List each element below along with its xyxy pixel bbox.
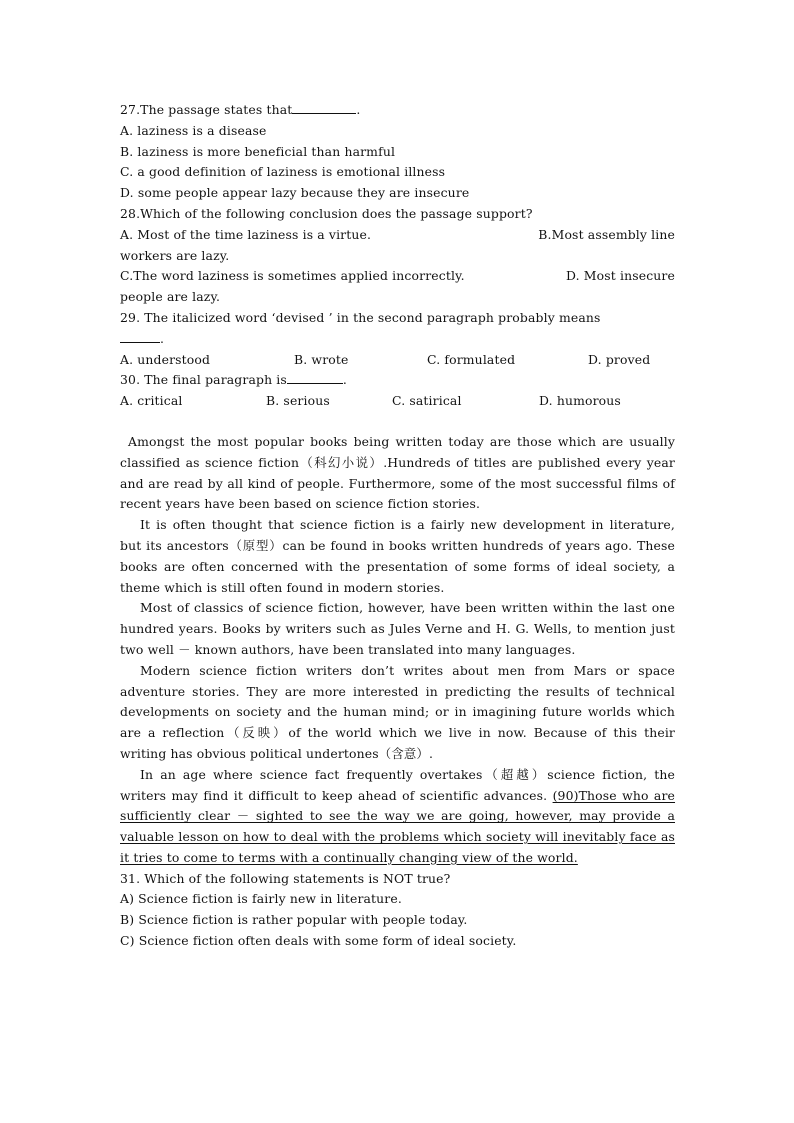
question-29-stem: [120, 308, 675, 329]
question-29-option-c: C. formulated: [427, 351, 516, 367]
question-27-stem-text: 27.The passage states that: [120, 102, 293, 117]
answer-blank: [287, 371, 343, 384]
question-31-option-a: A) Science fiction is fairly new in literature.: [120, 891, 402, 907]
question-31: [120, 869, 675, 952]
question-31-stem: 31. Which of the following statements is NOT true?: [120, 870, 451, 886]
question-30-stem: [120, 370, 675, 391]
question-29-options: [120, 350, 675, 371]
reading-passage: [120, 432, 675, 869]
question-28-stem: 28.Which of the following conclusion does the passage support?: [120, 205, 533, 221]
question-28-option-c: C.The word laziness is sometimes applied incorrectly.: [120, 268, 465, 284]
question-30-stem-text: 30. The final paragraph is: [120, 372, 287, 388]
passage-paragraph-2: It is often thought that science fiction is a fairly new development in literature, but its ancestors（原型）can be found in books written hundreds of years ago. These books are often concerned with the presentation of some forms of ideal society, a theme which is still often found in modern stories.: [120, 517, 675, 595]
question-29-option-b: B. wrote: [294, 351, 349, 367]
question-30-option-d: D. humorous: [539, 393, 621, 409]
passage-paragraph-5-text: In an age where science fact frequently overtakes（超越）science fiction, the writers may find it difficult to keep ahead of scientific advances.: [120, 766, 675, 803]
question-30-options: [120, 391, 675, 412]
question-30: [120, 370, 675, 412]
question-27-stem-end: .: [356, 102, 361, 117]
question-29-option-d: D. proved: [588, 351, 651, 367]
question-28-row-1: [120, 225, 675, 246]
answer-blank: [292, 101, 356, 114]
question-31-option-b: B) Science fiction is rather popular with people today.: [120, 912, 468, 928]
exam-page: [120, 100, 675, 952]
question-30-option-a: A. critical: [120, 393, 183, 409]
section-spacer: [120, 412, 675, 432]
question-28-row-2: [120, 266, 675, 287]
question-27-option-a: A. laziness is a disease: [120, 122, 267, 138]
passage-paragraph-5: [120, 765, 675, 869]
question-27-stem: [120, 100, 675, 121]
question-27-option-b: B. laziness is more beneficial than harmful: [120, 143, 396, 159]
question-28-option-d-end: people are lazy.: [120, 289, 221, 305]
passage-paragraph-4: Modern science fiction writers don’t writes about men from Mars or space adventure stories. They are more interested in predicting the results of technical developments on society and the human mind; or in imagining future worlds which are a reflection（反映）of the world which we live in now. Because of this their writing has obvious political undertones（含意）.: [120, 662, 675, 761]
question-30-option-c: C. satirical: [392, 393, 462, 409]
question-30-option-b: B. serious: [266, 393, 330, 409]
question-27-option-c: C. a good definition of laziness is emotional illness: [120, 164, 446, 180]
question-30-stem-end: .: [342, 372, 348, 388]
answer-blank: [120, 330, 160, 343]
question-27: [120, 100, 675, 204]
question-28-option-a: A. Most of the time laziness is a virtue.: [120, 226, 372, 242]
question-29-stem-period: .: [160, 330, 165, 346]
question-29-stem-text: 29. The italicized word ‘devised ’ in the second paragraph probably means: [120, 309, 601, 325]
passage-paragraph-3: Most of classics of science fiction, however, have been written within the last one hundred years. Books by writers such as Jules Verne and H. G. Wells, to mention just two well － known authors, have been translated into many languages.: [120, 600, 675, 657]
question-28-option-d-start: D. Most insecure: [565, 268, 675, 284]
question-29-option-a: A. understood: [120, 351, 211, 367]
question-28: [120, 204, 675, 308]
question-29-stem-end: [120, 329, 675, 350]
question-29: [120, 308, 675, 370]
translation-sentence-90: (90)Those who are sufficiently clear － sighted to see the way we are going, however, may provide a valuable lesson on how to deal with the problems which society will inevitably face as it tries to come to terms with a continually changing view of the world.: [120, 787, 676, 865]
question-28-option-b-start: B.Most assembly line: [538, 226, 675, 242]
question-31-option-c: C) Science fiction often deals with some form of ideal society.: [120, 933, 517, 949]
question-27-option-d: D. some people appear lazy because they are insecure: [120, 185, 470, 201]
question-28-option-b-end: workers are lazy.: [120, 247, 230, 263]
passage-paragraph-1: Amongst the most popular books being written today are those which are usually classified as science fiction（科幻小说）.Hundreds of titles are published every year and are read by all kind of people. Furthermore, some of the most successful films of recent years have been based on science fiction stories.: [120, 433, 675, 512]
